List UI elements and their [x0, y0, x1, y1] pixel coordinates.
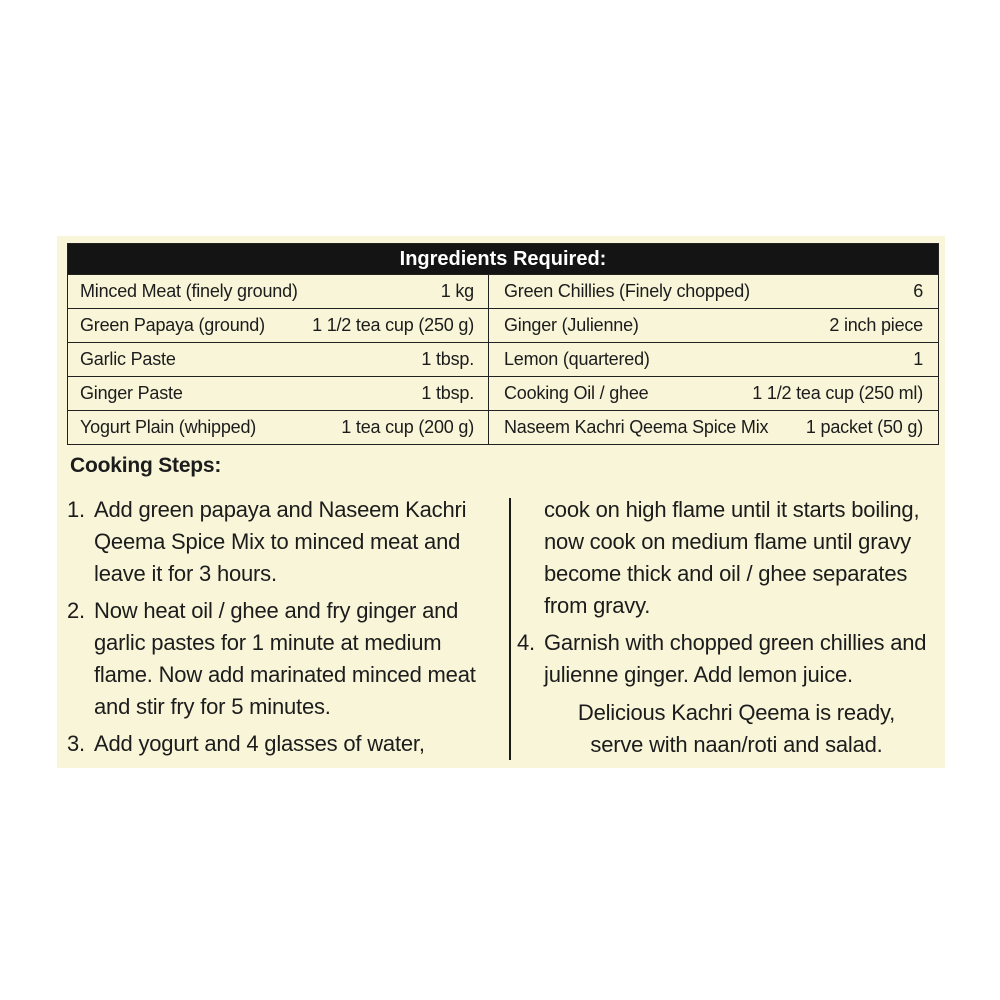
ingredient-name: Cooking Oil / ghee [504, 383, 649, 403]
closing-line: Delicious Kachri Qeema is ready, [577, 700, 896, 725]
ingredient-name: Naseem Kachri Qeema Spice Mix [504, 417, 769, 437]
list-item [67, 728, 497, 760]
step-number: 2. [67, 598, 85, 623]
ingredient-name: Garlic Paste [80, 349, 176, 369]
ingredient-cell [489, 309, 937, 342]
step-number: 1. [67, 497, 85, 522]
steps-right-column [517, 494, 941, 761]
list-item [517, 627, 941, 691]
ingredient-cell [489, 275, 937, 308]
ingredient-quantity: 1 1/2 tea cup (250 ml) [752, 383, 923, 403]
list-item [67, 494, 497, 590]
closing-line: serve with naan/roti and salad. [590, 732, 883, 757]
ingredient-cell [68, 343, 489, 376]
table-row [68, 376, 938, 410]
step-text: Add yogurt and 4 glasses of water, [94, 731, 425, 756]
ingredient-cell [68, 411, 489, 444]
ingredient-cell [68, 275, 489, 308]
table-row [68, 274, 938, 308]
step-text: Now heat oil / ghee and fry ginger and garlic pastes for 1 minute at medium flame. Now add marinated minced meat and stir fry for 5 minutes. [94, 598, 476, 719]
recipe-card [57, 236, 945, 768]
ingredient-cell [489, 343, 937, 376]
steps-left-column [67, 494, 497, 765]
ingredient-name: Yogurt Plain (whipped) [80, 417, 257, 437]
step-text: Garnish with chopped green chillies and julienne ginger. Add lemon juice. [544, 630, 927, 687]
ingredient-quantity: 1 kg [440, 281, 474, 301]
ingredient-quantity: 1 tbsp. [421, 383, 474, 403]
step-continuation: cook on high flame until it starts boiling, now cook on medium flame until gravy become thick and oil / ghee separates from gravy. [544, 497, 920, 618]
table-row [68, 342, 938, 376]
ingredient-name: Lemon (quartered) [504, 349, 650, 369]
ingredient-name: Ginger Paste [80, 383, 183, 403]
ingredient-cell [68, 377, 489, 410]
ingredient-quantity: 1 tea cup (200 g) [341, 417, 474, 437]
ingredient-cell [489, 411, 937, 444]
step-text: Add green papaya and Naseem Kachri Qeema Spice Mix to minced meat and leave it for 3 hours. [94, 497, 467, 586]
cooking-steps-title: Cooking Steps: [70, 454, 222, 477]
ingredient-name: Ginger (Julienne) [504, 315, 639, 335]
step-number: 3. [67, 731, 85, 756]
ingredient-cell [489, 377, 937, 410]
ingredient-cell [68, 309, 489, 342]
column-divider [509, 498, 511, 760]
ingredient-quantity: 1 [913, 349, 923, 369]
ingredient-name: Minced Meat (finely ground) [80, 281, 298, 301]
ingredient-quantity: 6 [913, 281, 923, 301]
ingredient-quantity: 2 inch piece [829, 315, 923, 335]
ingredients-title: Ingredients Required: [68, 244, 938, 274]
list-item [67, 595, 497, 723]
ingredient-name: Green Papaya (ground) [80, 315, 265, 335]
table-row [68, 410, 938, 444]
ingredient-name: Green Chillies (Finely chopped) [504, 281, 750, 301]
table-row [68, 308, 938, 342]
step-number: 4. [517, 630, 535, 655]
closing-message [517, 697, 941, 761]
ingredients-table [67, 243, 939, 445]
ingredient-quantity: 1 packet (50 g) [805, 417, 923, 437]
ingredient-quantity: 1 1/2 tea cup (250 g) [312, 315, 474, 335]
ingredient-quantity: 1 tbsp. [421, 349, 474, 369]
